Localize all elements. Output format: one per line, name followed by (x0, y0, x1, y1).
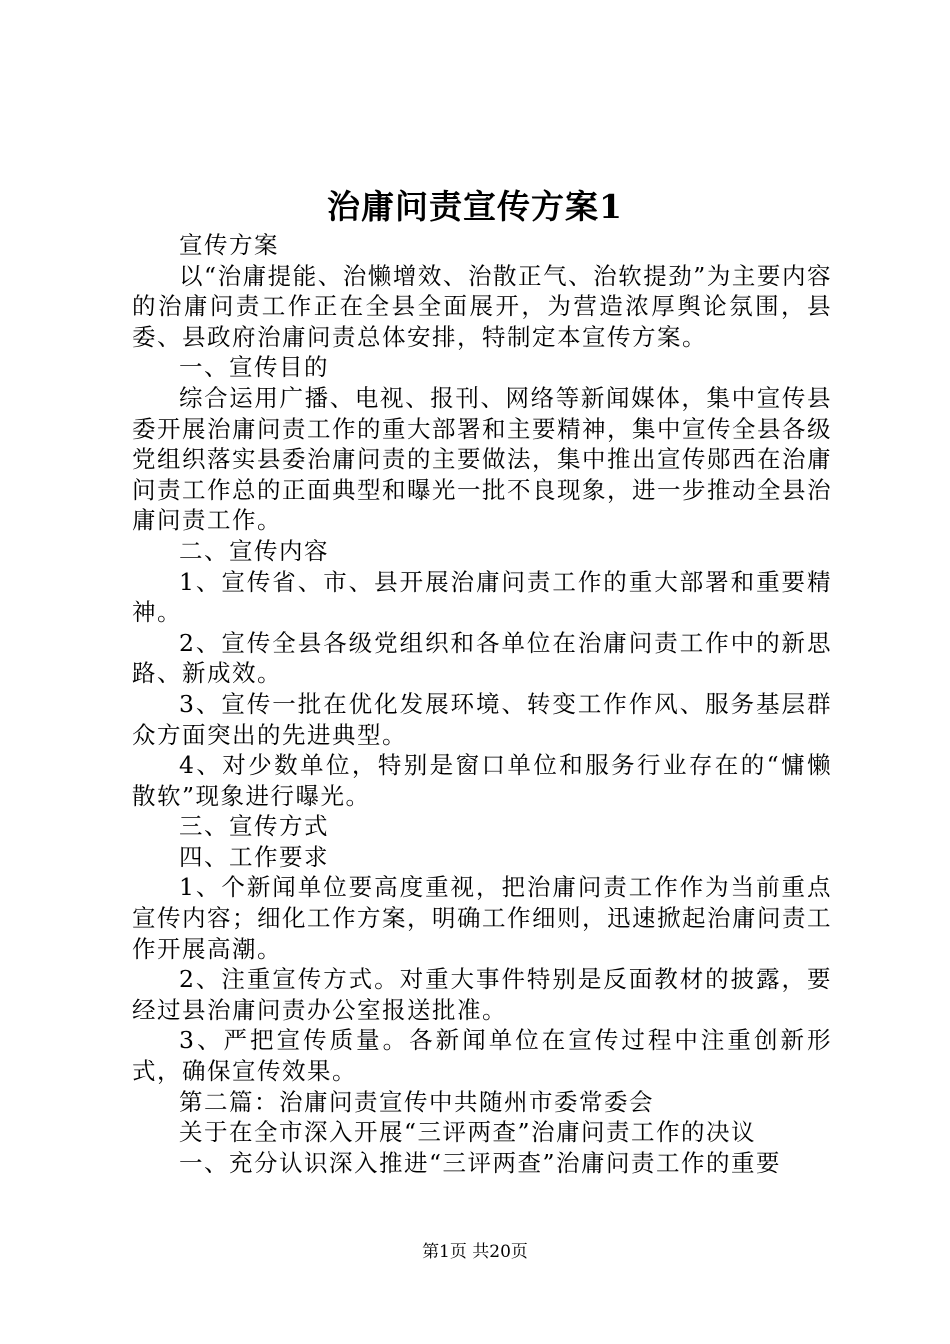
paragraph-purpose: 综合运用广播、电视、报刊、网络等新闻媒体，集中宣传县委开展治庸问责工作的重大部署和主要精神，集中宣传全县各级党组织落实县委治庸问责的主要做法，集中推出宣传郧西在治庸问责工作总的正面典型和曝光一批不良现象，进一步推动全县治庸问责工作。 (132, 383, 832, 535)
list-item-content-1: 1、宣传省、市、县开展治庸问责工作的重大部署和重要精神。 (132, 567, 832, 627)
section-heading-content: 二、宣传内容 (179, 536, 329, 565)
list-item-requirement-3: 3、严把宣传质量。各新闻单位在宣传过程中注重创新形式，确保宣传效果。 (132, 1026, 832, 1086)
paragraph-resolution-title: 关于在全市深入开展“三评两查”治庸问责工作的决议 (179, 1118, 757, 1147)
paragraph-heading-plan: 宣传方案 (179, 231, 279, 259)
paragraph-intro: 以“治庸提能、治懒增效、治散正气、治软提劲”为主要内容的治庸问责工作正在全县全面展开，为营造浓厚舆论氛围，县委、县政府治庸问责总体安排，特制定本宣传方案。 (132, 261, 832, 351)
section-heading-method: 三、宣传方式 (179, 812, 329, 841)
paragraph-second-part-title: 第二篇：治庸问责宣传中共随州市委常委会 (179, 1087, 654, 1116)
page-number: 第1页 共20页 (422, 1242, 528, 1262)
document-title: 治庸问责宣传方案1 (327, 187, 623, 226)
list-item-requirement-2: 2、注重宣传方式。对重大事件特别是反面教材的披露，要经过县治庸问责办公室报送批准。 (132, 965, 832, 1024)
paragraph-resolution-point-1: 一、充分认识深入推进“三评两查”治庸问责工作的重要 (179, 1148, 782, 1177)
list-item-content-3: 3、宣传一批在优化发展环境、转变工作作风、服务基层群众方面突出的先进典型。 (132, 689, 832, 749)
section-heading-purpose: 一、宣传目的 (179, 353, 329, 382)
list-item-content-2: 2、宣传全县各级党组织和各单位在治庸问责工作中的新思路、新成效。 (132, 628, 832, 688)
list-item-requirement-1: 1、个新闻单位要高度重视，把治庸问责工作作为当前重点宣传内容；细化工作方案，明确工作细则，迅速掀起治庸问责工作开展高潮。 (132, 873, 832, 963)
list-item-content-4: 4、对少数单位，特别是窗口单位和服务行业存在的“慵懒散软”现象进行曝光。 (132, 751, 832, 810)
document-body (132, 230, 832, 1178)
section-heading-requirements: 四、工作要求 (179, 842, 329, 871)
